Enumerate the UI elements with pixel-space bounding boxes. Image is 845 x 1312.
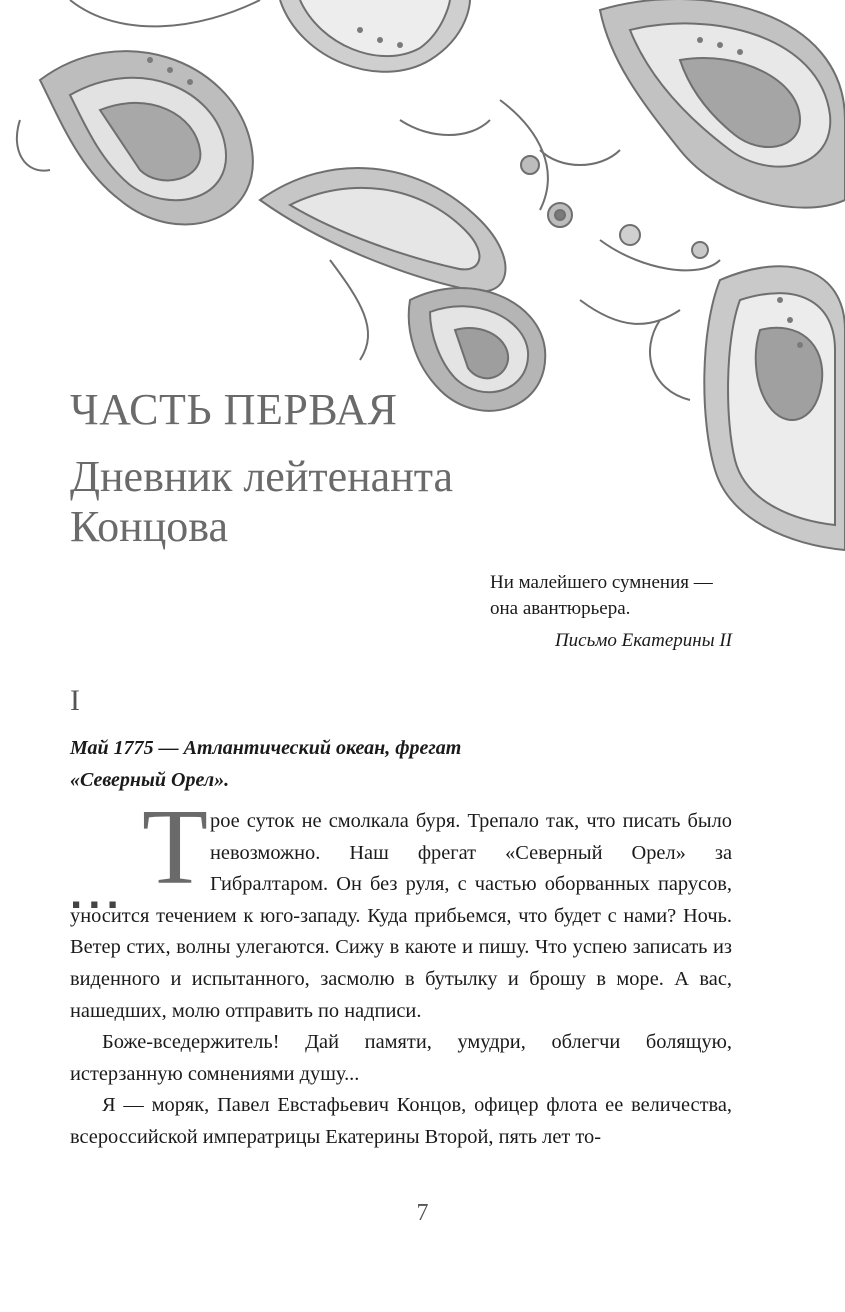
body-text: [70, 788, 732, 1154]
chapter-title: [70, 452, 540, 552]
dropcap-letter: Т: [142, 788, 208, 907]
chapter-title-text: Дневник лейтенанта Концова: [70, 452, 454, 551]
epigraph-text: Ни малейшего сумнения — она авантюрьера.: [490, 572, 713, 619]
part-title: ЧАСТЬ ПЕРВАЯ: [70, 385, 398, 434]
epigraph-source: Письмо Екатерины II: [554, 630, 732, 651]
dropcap: [70, 788, 210, 918]
epigraph: [490, 570, 750, 654]
ellipsis-dots: ...: [70, 869, 125, 918]
paragraph: Боже-вседержитель! Дай памяти, умудри, облегчи болящую, истерзанную сомнениями душу...: [70, 1031, 732, 1085]
dateline: Май 1775 — Атлантический океан, фрегат «Северный Орел».: [70, 737, 462, 791]
paragraph: рое суток не смолкала буря. Трепало так, что писать было невозможно. Наш фрегат «Северный Орел» за Гибралтаром. Он без руля, с частью оборванных парусов, уносится течением к юго-западу. Куда прибьемся, что будет с нами? Ночь. Ветер стих, волны улегаются. Сижу в каюте и пишу. Что успею записать из виденного и испытанного, засмолю в бутылку и брошу в море. А вас, нашедших, молю отправить по надписи.: [70, 810, 732, 1022]
page-number: 7: [416, 1200, 429, 1226]
section-number: I: [70, 684, 80, 717]
paragraph: Я — моряк, Павел Евстафьевич Концов, офицер флота ее величества, всероссийской императрицы Екатерины Второй, пять лет то-: [70, 1094, 732, 1148]
